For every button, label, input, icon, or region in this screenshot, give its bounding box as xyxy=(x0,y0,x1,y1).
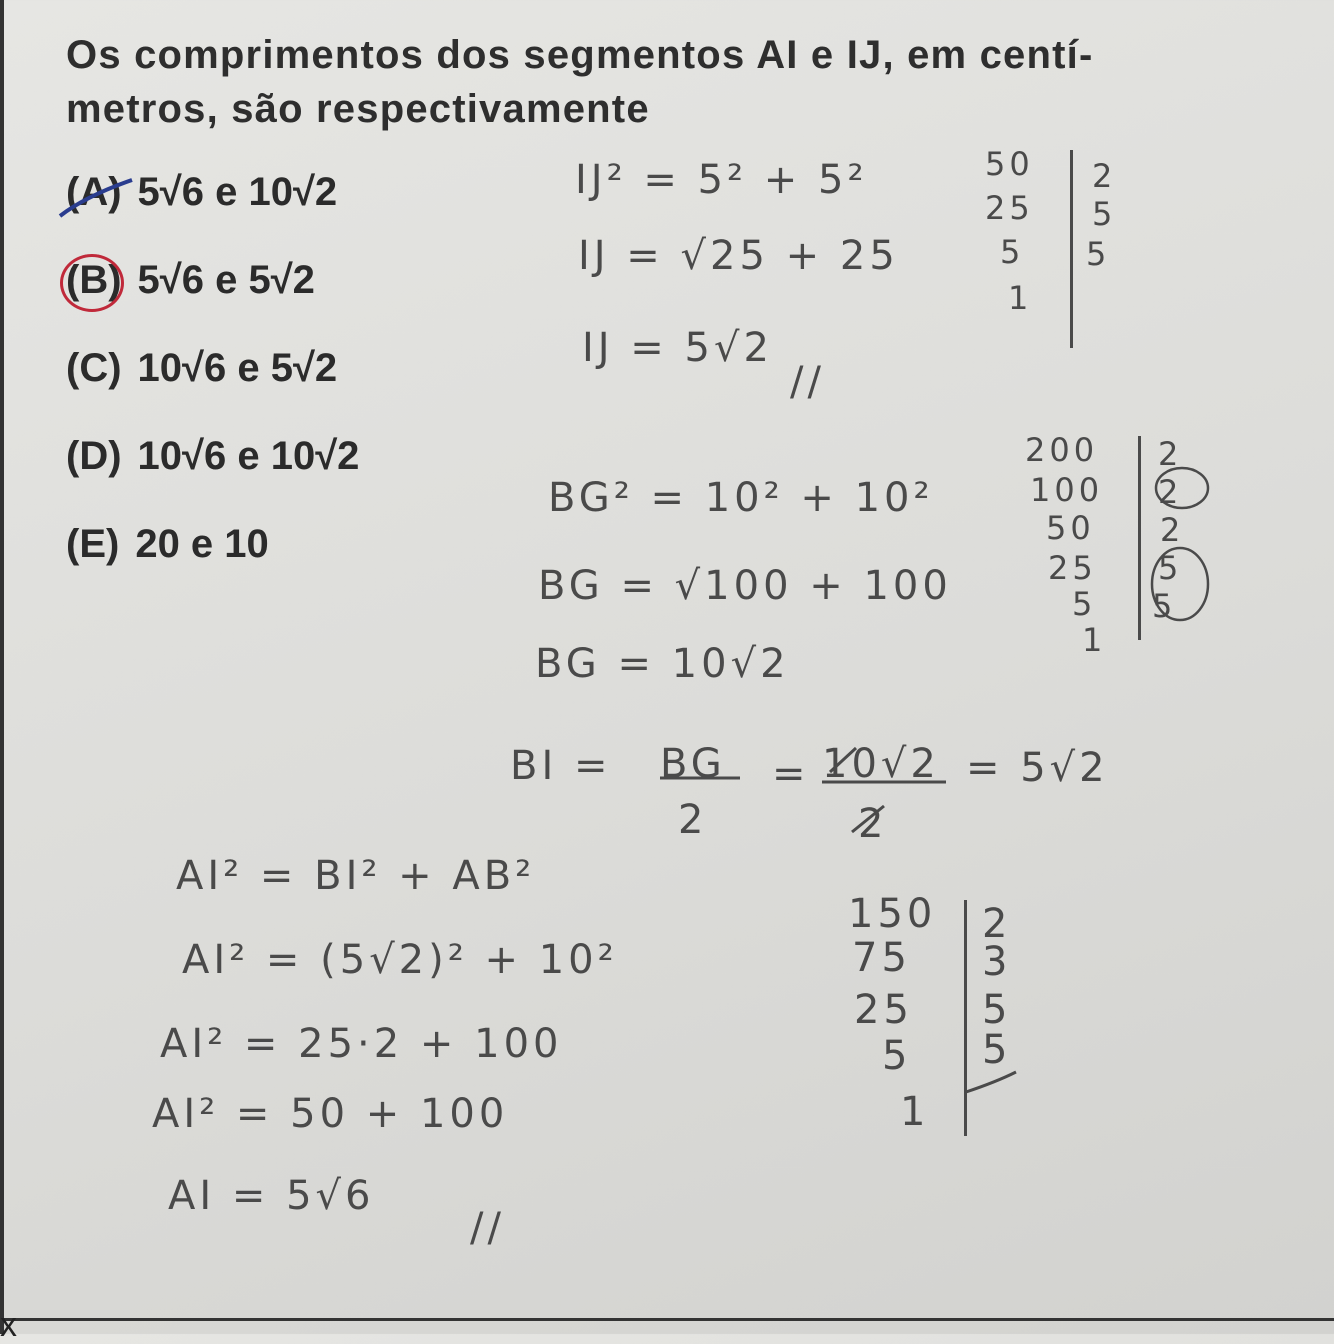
factor200-right-2: 2 xyxy=(1158,473,1183,511)
factor200-right-4: 5 xyxy=(1158,549,1183,587)
work-ai-step-5: AI = 5√6 xyxy=(168,1173,375,1219)
factor200-left-3: 50 xyxy=(1046,509,1095,547)
work-ai-step-1: AI² = BI² + AB² xyxy=(176,853,536,899)
factor50-left-1: 50 xyxy=(985,145,1034,183)
work-ai-end-mark: // xyxy=(470,1205,505,1251)
corner-mark: x xyxy=(0,1306,17,1344)
work-bi-denominator-1: 2 xyxy=(678,797,708,843)
factor50-right-1: 2 xyxy=(1092,157,1117,195)
work-ai-step-4: AI² = 50 + 100 xyxy=(152,1091,509,1137)
factor200-left-1: 200 xyxy=(1025,431,1099,469)
work-ij-step-3: IJ = 5√2 xyxy=(582,325,773,371)
work-bi-left: BI = xyxy=(510,743,612,789)
factor150-right-2: 3 xyxy=(982,939,1012,985)
option-e-letter: (E) xyxy=(66,522,120,566)
factor200-left-4: 25 xyxy=(1048,549,1097,587)
option-b-text: 5√6 e 5√2 xyxy=(137,258,315,302)
factor150-right-1: 2 xyxy=(982,901,1012,947)
factor50-right-3: 5 xyxy=(1086,235,1111,273)
work-bi-denominator-2: 2 xyxy=(858,801,888,847)
option-d-letter: (D) xyxy=(66,434,122,478)
work-bi-equals: = xyxy=(772,751,810,797)
option-a-text: 5√6 e 10√2 xyxy=(137,170,338,214)
factor200-divider xyxy=(1138,436,1141,640)
slash-mark-icon xyxy=(56,178,136,218)
factor50-divider xyxy=(1070,150,1073,348)
factor150-left-4: 5 xyxy=(882,1033,912,1079)
answer-circle-icon xyxy=(60,254,124,312)
factor150-tail-stroke xyxy=(966,1072,1016,1092)
work-ai-step-3: AI² = 25·2 + 100 xyxy=(160,1021,563,1067)
option-d[interactable] xyxy=(66,436,359,476)
option-b[interactable] xyxy=(66,260,315,300)
factor150-right-3: 5 xyxy=(982,987,1012,1033)
option-d-text: 10√6 e 10√2 xyxy=(137,434,360,478)
page-left-border xyxy=(0,0,4,1334)
work-ij-end-mark: // xyxy=(790,359,825,405)
option-a-letter: (A) xyxy=(66,172,122,212)
option-b-letter: (B) xyxy=(66,260,122,300)
factor50-left-4: 1 xyxy=(1008,279,1033,317)
page-bottom-border xyxy=(0,1318,1334,1321)
option-c[interactable] xyxy=(66,348,337,388)
work-bg-step-2: BG = √100 + 100 xyxy=(538,563,952,609)
option-a[interactable] xyxy=(66,172,337,212)
factor50-left-3: 5 xyxy=(1000,233,1025,271)
question-line-1: Os comprimentos dos segmentos AI e IJ, em centí- xyxy=(66,33,1094,77)
factor150-divider xyxy=(964,900,967,1136)
work-ij-step-2: IJ = √25 + 25 xyxy=(578,233,899,279)
factor50-right-2: 5 xyxy=(1092,195,1117,233)
factor200-left-2: 100 xyxy=(1030,471,1104,509)
work-ai-step-2: AI² = (5√2)² + 10² xyxy=(182,937,618,983)
option-e[interactable] xyxy=(66,524,269,564)
option-e-text: 20 e 10 xyxy=(135,522,269,566)
factor150-left-2: 75 xyxy=(852,935,911,981)
factor200-right-3: 2 xyxy=(1160,511,1185,549)
factor150-left-1: 150 xyxy=(848,891,937,937)
work-bi-numerator-2: 10√2 xyxy=(822,741,940,787)
factor150-right-4: 5 xyxy=(982,1027,1012,1073)
question-text xyxy=(66,28,1306,136)
option-c-letter: (C) xyxy=(66,346,122,390)
question-line-2: metros, são respectivamente xyxy=(66,87,650,131)
factor200-left-6: 1 xyxy=(1082,621,1107,659)
work-ij-step-1: IJ² = 5² + 5² xyxy=(575,157,868,203)
option-c-text: 10√6 e 5√2 xyxy=(137,346,338,390)
factor200-right-1: 2 xyxy=(1158,435,1183,473)
work-bi-result: = 5√2 xyxy=(966,745,1109,791)
factor150-left-3: 25 xyxy=(854,987,913,1033)
work-bg-step-1: BG² = 10² + 10² xyxy=(548,475,934,521)
factor150-left-5: 1 xyxy=(900,1089,930,1135)
factor50-left-2: 25 xyxy=(985,189,1034,227)
factor200-right-5: 5 xyxy=(1152,587,1177,625)
factor200-left-5: 5 xyxy=(1072,585,1097,623)
work-bg-step-3: BG = 10√2 xyxy=(535,641,790,687)
work-bi-numerator-1: BG xyxy=(660,741,726,787)
